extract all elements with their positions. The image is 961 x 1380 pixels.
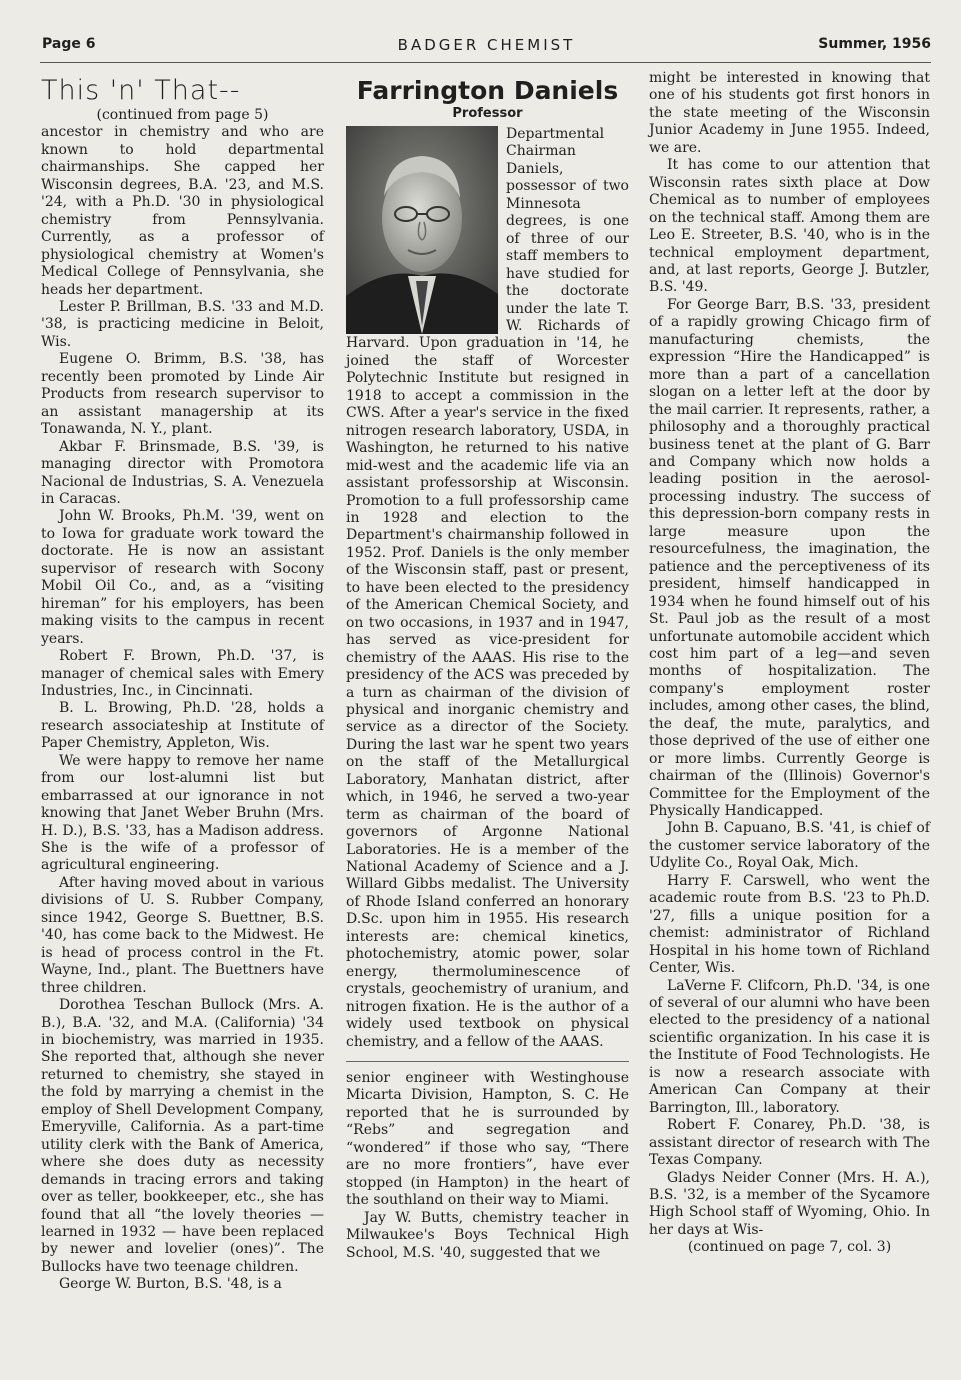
- column-1: [41, 70, 324, 1294]
- paragraph: For George Barr, B.S. '33, president of a rapidly growing Chicago firm of manufacturing chemists, the expression “Hire the Handicapped” is more than a part of a cancellation slogan on a letter left at the door by the mail carrier. It represents, rather, a philosophy and a thoroughly practical business tenet at the plant of G. Barr and Company which now holds a leading position in the aerosol-processing industry. The success of this depression-born company rests in large measure upon the resourcefulness, the imagination, the patience and the perceptiveness of its president, himself handicapped in 1934 when he found himself out of his St. Paul job as the result of a most unfortunate automobile accident which cost him part of a leg—and seven months of hospitalization. The company's employment roster includes, among other cases, the blind, the deaf, the mute, paralytics, and those deprived of the use of either one or more limbs. Currently George is chairman of the (Illinois) Governor's Committee for the Employment of the Physically Handicapped.: [649, 296, 930, 820]
- paragraph: B. L. Browing, Ph.D. '28, holds a research associateship at Institute of Paper Chemistry, Appleton, Wis.: [41, 700, 324, 752]
- paragraph: might be interested in knowing that one of his students got first honors in the state meeting of the Wisconsin Junior Academy in June 1955. Indeed, we are.: [649, 70, 930, 156]
- article-title: Farrington Daniels: [356, 76, 619, 105]
- paragraph: Gladys Neider Conner (Mrs. H. A.), B.S. '32, is a member of the Sycamore High School staff of Wyoming, Ohio. In her days at Wis-: [649, 1169, 930, 1238]
- publication-name: BADGER CHEMIST: [397, 36, 576, 54]
- paragraph: Akbar F. Brinsmade, B.S. '39, is managing director with Promotora Nacional de Industrias, S. A. Venezuela in Caracas.: [41, 438, 324, 507]
- article-body: Departmental Chairman Daniels, possessor of two Minnesota degrees, is one of three of our staff members to have studied for the doctorate under the late T. W. Richards of Harvard. Upon graduation in '14, he joined the staff of Worcester Polytechnic Institute but resigned in 1918 to accept a commission in the CWS. After a year's service in the fixed nitrogen research laboratory, USDA, in Washington, he returned to his native mid-west and the academic life via an assistant professorship at Wisconsin. Promotion to a full professorship came in 1928 and election to the Department's chairmanship followed in 1952. Prof. Daniels is the only member of the Wisconsin staff, past or present, to have been elected to the presidency of the American Chemical Society, and on two occasions, in 1937 and in 1947, has served as vice-president for chemistry of the AAAS. His rise to the presidency of the ACS was preceded by a turn as chairman of the division of physical and inorganic chemistry and service as a director of the Society. During the last war he spent two years on the staff of the Metallurgical Laboratory, Manhatan district, after which, in 1946, he served a two-year term as chairman of the board of governors of Argonne National Laboratories. He is a member of the National Academy of Science and a J. Willard Gibbs medalist. The University of Rhode Island conferred an honorary D.Sc. upon him in 1955. His research interests are: chemical kinetics, photochemistry, atomic power, solar energy, thermoluminescence of crystals, geochemistry of uranium, and nitrogen fixation. He is the author of a widely used textbook on physical chemistry, and a fellow of the AAAS.: [346, 126, 629, 1050]
- paragraph: We were happy to remove her name from our lost-alumni list but embarrassed at our ignorance in not knowing that Janet Weber Bruhn (Mrs. H. D.), B.S. '33, has a Madison address. She is the wife of a professor of agricultural engineering.: [41, 752, 324, 874]
- paragraph: senior engineer with Westinghouse Micarta Division, Hampton, S. C. He reported that he is surrounded by “Rebs” and segregation and “wondered” if those who say, “There are no more frontiers”, have ever stopped (in Hampton) in the heart of the southland on their way to Miami.: [346, 1070, 629, 1209]
- column-title: This 'n' That--: [41, 75, 241, 106]
- continued-to-note: (continued on page 7, col. 3): [687, 1239, 892, 1256]
- paragraph: Robert F. Conarey, Ph.D. '38, is assistant director of research with The Texas Company.: [649, 1117, 930, 1169]
- paragraph: Dorothea Teschan Bullock (Mrs. A. B.), B.A. '32, and M.A. (California) '34 in biochemistry, was married in 1935. She reported that, although she never returned to chemistry, she stayed in the fold by marrying a chemist in the employ of Shell Development Company, Emeryville, California. As a part-time utility clerk with the Bank of America, where she does duty as necessity demands in tracing errors and taking over as teller, bookkeeper, etc., she has found that all “the lovely theories — learned in 1932 — have been replaced by newer and lovelier (ones)”. The Bullocks have two teenage children.: [41, 997, 324, 1275]
- paragraph: Jay W. Butts, chemistry teacher in Milwaukee's Boys Technical High School, M.S. '40, suggested that we: [346, 1209, 629, 1261]
- paragraph: Eugene O. Brimm, B.S. '38, has recently been promoted by Linde Air Products from research supervisor to an assistant managership at its Tonawanda, N. Y., plant.: [41, 351, 324, 438]
- page-number: Page 6: [42, 36, 96, 52]
- section-divider: [346, 1061, 629, 1062]
- paragraph: George W. Burton, B.S. '48, is a: [59, 1276, 282, 1293]
- paragraph: John B. Capuano, B.S. '41, is chief of the customer service laboratory of the Udylite Co., Royal Oak, Mich.: [649, 820, 930, 872]
- article-subtitle: Professor: [452, 106, 523, 121]
- continued-from-note: (continued from page 5): [96, 107, 269, 123]
- issue-date: Summer, 1956: [818, 36, 931, 52]
- paragraph: After having moved about in various divisions of U. S. Rubber Company, since 1942, George S. Buettner, B.S. '40, has come back to the Midwest. He is head of process control in the Ft. Wayne, Ind., plant. The Buettners have three children.: [41, 874, 324, 996]
- paragraph: Lester P. Brillman, B.S. '33 and M.D. '38, is practicing medicine in Beloit, Wis.: [41, 298, 324, 350]
- paragraph: Robert F. Brown, Ph.D. '37, is manager of chemical sales with Emery Industries, Inc., in Cincinnati.: [41, 648, 324, 699]
- paragraph: ancestor in chemistry and who are known to hold departmental chairmanships. She capped her Wisconsin degrees, B.A. '23, and M.S. '24, with a Ph.D. '30 in physiological chemistry from Pennsylvania. Currently, as a professor of physiological chemistry at Women's Medical College of Pennsylvania, she heads her department.: [41, 124, 324, 298]
- paragraph: LaVerne F. Clifcorn, Ph.D. '34, is one of several of our alumni who have been elected to the presidency of a national scientific organization. In his case it is the Institute of Food Technologists. He is now a research associate with American Can Company at their Barrington, Ill., laboratory.: [649, 977, 930, 1116]
- portrait-photo: [346, 126, 498, 334]
- column-2: [346, 70, 629, 1262]
- column-3: [649, 70, 930, 1257]
- header-rule: [40, 62, 931, 63]
- page-header: [42, 36, 931, 60]
- paragraph: John W. Brooks, Ph.M. '39, went on to Iowa for graduate work toward the doctorate. He is now an assistant supervisor of research with Socony Mobil Oil Co., and, as a “visiting hireman” for his employers, has been making visits to the campus in recent years.: [41, 508, 324, 647]
- portrait-photo-icon: [346, 126, 498, 334]
- paragraph: It has come to our attention that Wisconsin rates sixth place at Dow Chemical as to number of employees on the technical staff. Among them are Leo E. Streeter, B.S. '40, who is in the technical employment department, and, at last reports, George J. Butzler, B.S. '49.: [649, 157, 930, 296]
- paragraph: Harry F. Carswell, who went the academic route from B.S. '23 to Ph.D. '27, fills a unique position for a chemist: administrator of Richland Hospital in his home town of Richland Center, Wis.: [649, 872, 930, 977]
